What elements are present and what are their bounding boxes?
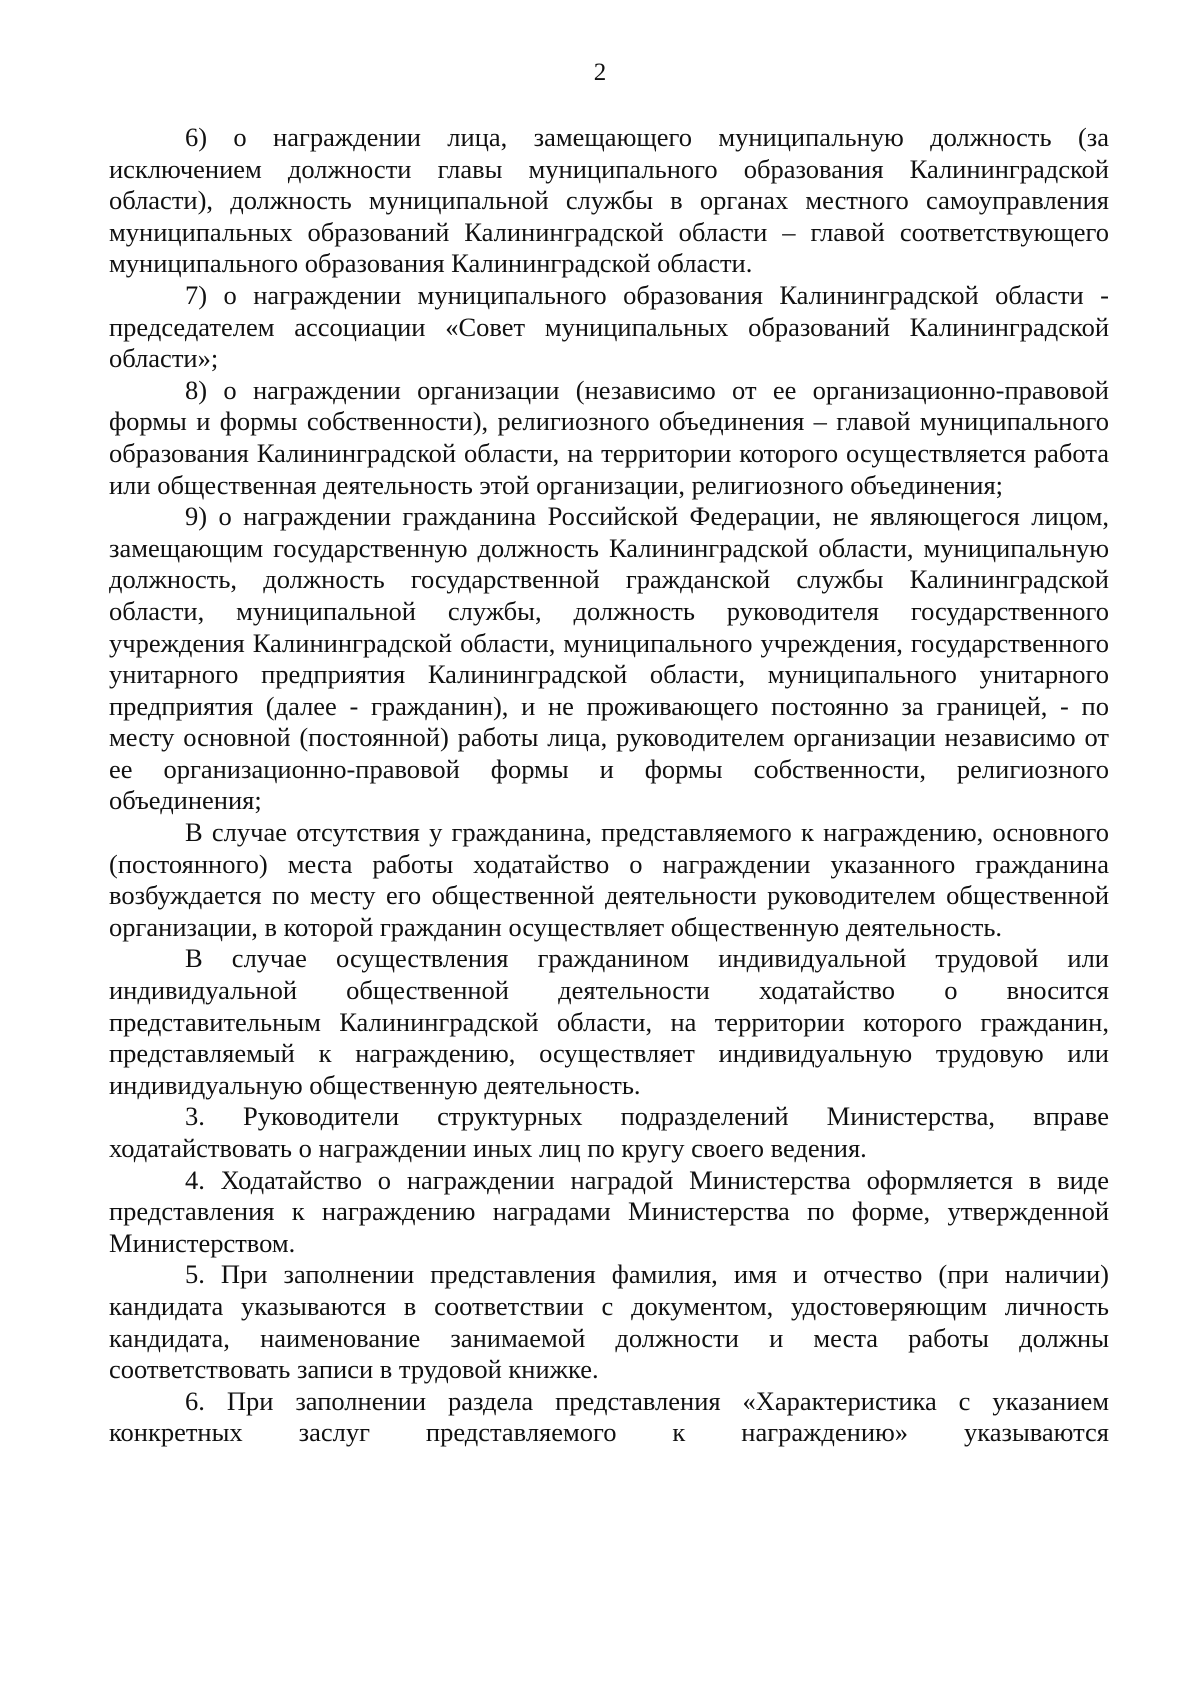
paragraph-item-6: 6) о награждении лица, замещающего муниципальную должность (за исключением должности главы муниципального образования Калининградской области), должность муниципальной службы в органах местного самоуправления муниципальных образований Калининградской области – главой соответствующего муниципального образования Калининградской области. <box>109 122 1109 279</box>
paragraph-no-workplace: В случае отсутствия у гражданина, представляемого к награждению, основного (постоянного) места работы ходатайство о награждении указанного гражданина возбуждается по месту его общественной деятельности руководителем общественной организации, в которой гражданин осуществляет общественную деятельность. <box>109 817 1109 942</box>
document-body <box>109 122 1109 1449</box>
page-number: 2 <box>593 59 607 86</box>
paragraph-section-5: 5. При заполнении представления фамилия, имя и отчество (при наличии) кандидата указываются в соответствии с документом, удостоверяющим личность кандидата, наименование занимаемой должности и места работы должны соответствовать записи в трудовой книжке. <box>109 1259 1109 1385</box>
paragraph-item-8: 8) о награждении организации (независимо от ее организационно-правовой формы и формы собственности), религиозного объединения – главой муниципального образования Калининградской области, на территории которого осуществляется работа или общественная деятельность этой организации, религиозного объединения; <box>109 374 1109 500</box>
paragraph-section-6: 6. При заполнении раздела представления «Характеристика с указанием конкретных заслуг представляемого к награждению» указываются <box>109 1385 1109 1448</box>
paragraph-section-3: 3. Руководители структурных подразделений Министерства, вправе ходатайствовать о награждении иных лиц по кругу своего ведения. <box>109 1101 1109 1163</box>
paragraph-individual-activity: В случае осуществления гражданином индивидуальной трудовой или индивидуальной общественной деятельности ходатайство о вносится представительным Калининградской области, на территории которого гражданин, представляемый к награждению, осуществляет индивидуальную трудовую или индивидуальную общественную деятельность. <box>109 943 1109 1100</box>
paragraph-section-4: 4. Ходатайство о награждении наградой Министерства оформляется в виде представления к награждению наградами Министерства по форме, утвержденной Министерством. <box>109 1164 1109 1258</box>
paragraph-item-9: 9) о награждении гражданина Российской Федерации, не являющегося лицом, замещающим государственную должность Калининградской области, муниципальную должность, должность государственной гражданской службы Калининградской области, муниципальной службы, должность руководителя государственного учреждения Калининградской области, муниципального учреждения, государственного унитарного предприятия Калининградской области, муниципального унитарного предприятия (далее - гражданин), и не проживающего постоянно за границей, - по месту основной (постоянной) работы лица, руководителем организации независимо от ее организационно-правовой формы и формы собственности, религиозного объединения; <box>109 501 1109 816</box>
paragraph-item-7: 7) о награждении муниципального образования Калининградской области - председателем ассоциации «Совет муниципальных образований Калининградской области»; <box>109 279 1109 374</box>
